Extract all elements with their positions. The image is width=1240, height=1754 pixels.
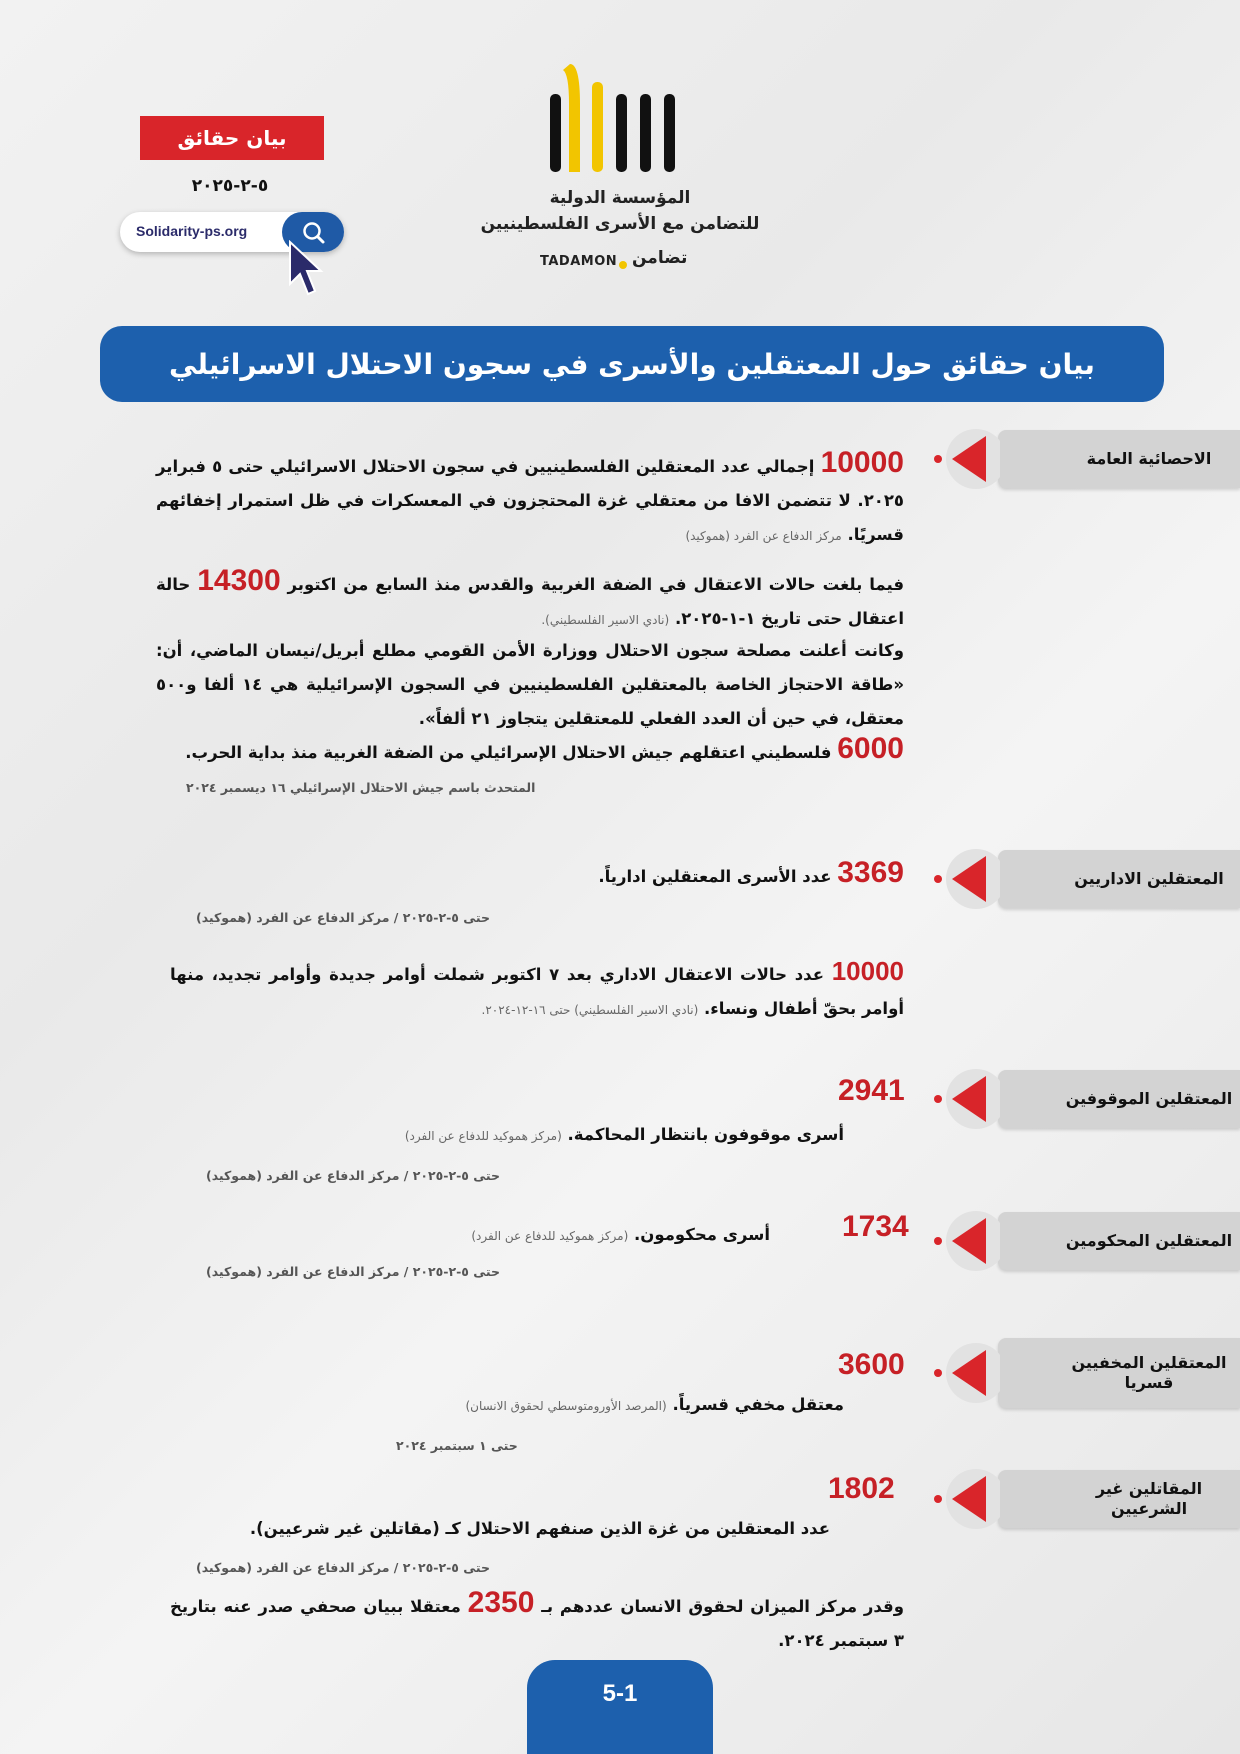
red-pointer-icon <box>926 1062 1000 1136</box>
issue-date: ٥-٢-٢٠٢٥ <box>191 176 269 196</box>
arrests-number: 14300 <box>197 564 281 597</box>
disappeared-text: معتقل مخفي قسرياً. (المرصد الأورومتوسطي لحقوق الانسان) <box>465 1395 844 1414</box>
source-note: (مركز هموكيد للدفاع عن الفرد) <box>404 1129 562 1143</box>
source-note: حتى ٥-٢-٢٠٢٥ / مركز الدفاع عن الفرد (هموكيد) <box>206 1168 501 1183</box>
red-pointer-icon <box>926 422 1000 496</box>
unlawful-paragraph-2: وقدر مركز الميزان لحقوق الانسان عددهم بـ 2350 معتقلا ببيان صحفي صدر عنه بتاريخ ٣ سبتمبر ٢٠٢٤. <box>170 1586 904 1650</box>
title-banner <box>100 326 1164 402</box>
tab-administrative-detainees: المعتقلين الاداريين <box>998 850 1240 908</box>
disappeared-number: 3600 <box>838 1348 905 1381</box>
source-note: حتى ٥-٢-٢٠٢٥ / مركز الدفاع عن الفرد (هموكيد) <box>206 1264 501 1279</box>
tab-forcibly-disappeared: المعتقلين المخفيين قسريا <box>998 1338 1240 1408</box>
general-paragraph-1: 10000 إجمالي عدد المعتقلين الفلسطينيين في سجون الاحتلال الاسرائيلي حتى ٥ فبراير ٢٠٢٥. لا تتضمن الافا من معتقلي غزة المحتجزون في المعسكرات في ظل استمرار إخفائهم قسريًا. مركز الدفاع عن الفرد (هموكيد) <box>156 446 904 544</box>
red-pointer-icon <box>926 1336 1000 1410</box>
mezan-estimate-number: 2350 <box>467 1586 535 1619</box>
red-pointer-icon <box>926 842 1000 916</box>
org-dot-icon <box>619 261 627 269</box>
general-paragraph-3: وكانت أعلنت مصلحة سجون الاحتلال ووزارة الأمن القومي مطلع أبريل/نيسان الماضي، أن: «طاقة الاحتجاز الخاصة بالمعتقلين الفلسطينيين في السجون الإسرائيلية هي ١٤ ألفا و٥٠٠ معتقل، في حين أن العدد الفعلي للمعتقلين يتجاوز ٢١ ألفاً». <box>156 641 905 728</box>
source-note: (المرصد الأورومتوسطي لحقوق الانسان) <box>465 1399 667 1413</box>
tab-detained-awaiting-trial: المعتقلين الموقوفين <box>998 1070 1240 1128</box>
org-name-line2: للتضامن مع الأسرى الفلسطينيين <box>480 214 760 234</box>
red-pointer-icon <box>926 1204 1000 1278</box>
unlawful-text: عدد المعتقلين من غزة الذين صنفهم الاحتلال كـ (مقاتلين غير شرعيين). <box>249 1519 830 1538</box>
website-url: Solidarity-ps.org <box>136 223 248 239</box>
org-short-ar: تضامن <box>632 248 688 268</box>
source-note: (مركز هموكيد للدفاع عن الفرد) <box>471 1229 629 1243</box>
tab-sentenced-prisoners: المعتقلين المحكومين <box>998 1212 1240 1270</box>
source-note: حتى ٥-٢-٢٠٢٥ / مركز الدفاع عن الفرد (هموكيد) <box>196 1560 491 1575</box>
source-note: مركز الدفاع عن الفرد (هموكيد) <box>685 529 842 543</box>
fact-sheet-badge: بيان حقائق <box>140 116 324 160</box>
tab-unlawful-combatants: المقاتلين غير الشرعيين <box>998 1470 1240 1528</box>
detained-number: 2941 <box>838 1074 905 1107</box>
source-note: (نادي الاسير الفلسطيني). <box>541 613 670 627</box>
administrative-number: 3369 <box>837 856 904 889</box>
sentenced-text: أسرى محكومون. (مركز هموكيد للدفاع عن الفرد) <box>471 1225 770 1244</box>
detained-text: أسرى موقوفون بانتظار المحاكمة. (مركز هموكيد للدفاع عن الفرد) <box>404 1125 844 1144</box>
tab-general-statistics: الاحصائية العامة <box>998 430 1240 488</box>
org-name-line1: المؤسسة الدولية <box>549 188 691 208</box>
unlawful-combatants-number: 1802 <box>828 1472 895 1505</box>
army-arrests-number: 6000 <box>837 732 904 765</box>
org-short-en: TADAMON <box>540 254 618 269</box>
source-note: (نادي الاسير الفلسطيني) حتى ١٦-١٢-٢٠٢٤. <box>481 1003 699 1017</box>
title-text: بيان حقائق حول المعتقلين والأسرى في سجون الاحتلال الاسرائيلي <box>169 347 1095 381</box>
administrative-line-2: 10000 عدد حالات الاعتقال الاداري بعد ٧ اكتوبر شملت أوامر جديدة وأوامر تجديد، منها أوامر بحقّ أطفال ونساء. (نادي الاسير الفلسطيني) حتى ١٦-١٢-٢٠٢٤. <box>170 956 904 1018</box>
sentenced-number: 1734 <box>842 1210 909 1243</box>
source-note: حتى ٥-٢-٢٠٢٥ / مركز الدفاع عن الفرد (هموكيد) <box>196 910 491 925</box>
page-number: 5-1 <box>527 1660 713 1754</box>
logo-bars-icon <box>548 62 690 174</box>
administrative-line-1: 3369 عدد الأسرى المعتقلين ادارياً. <box>598 856 904 889</box>
source-note: حتى ١ سبتمبر ٢٠٢٤ <box>396 1438 518 1453</box>
general-paragraph-4: 6000 فلسطيني اعتقلهم جيش الاحتلال الإسرائيلي من الضفة الغربية منذ بداية الحرب. <box>185 732 904 765</box>
general-paragraph-2: فيما بلغت حالات الاعتقال في الضفة الغربية والقدس منذ السابع من اكتوبر 14300 حالة اعتقال حتى تاريخ ١-١-٢٠٢٥. (نادي الاسير الفلسطيني). <box>156 564 905 628</box>
source-note: المتحدث باسم جيش الاحتلال الإسرائيلي ١٦ ديسمبر ٢٠٢٤ <box>186 780 536 795</box>
total-detainees-number: 10000 <box>820 446 904 479</box>
red-pointer-icon <box>926 1462 1000 1536</box>
mouse-cursor-icon <box>288 240 324 300</box>
administrative-orders-number: 10000 <box>831 956 904 986</box>
